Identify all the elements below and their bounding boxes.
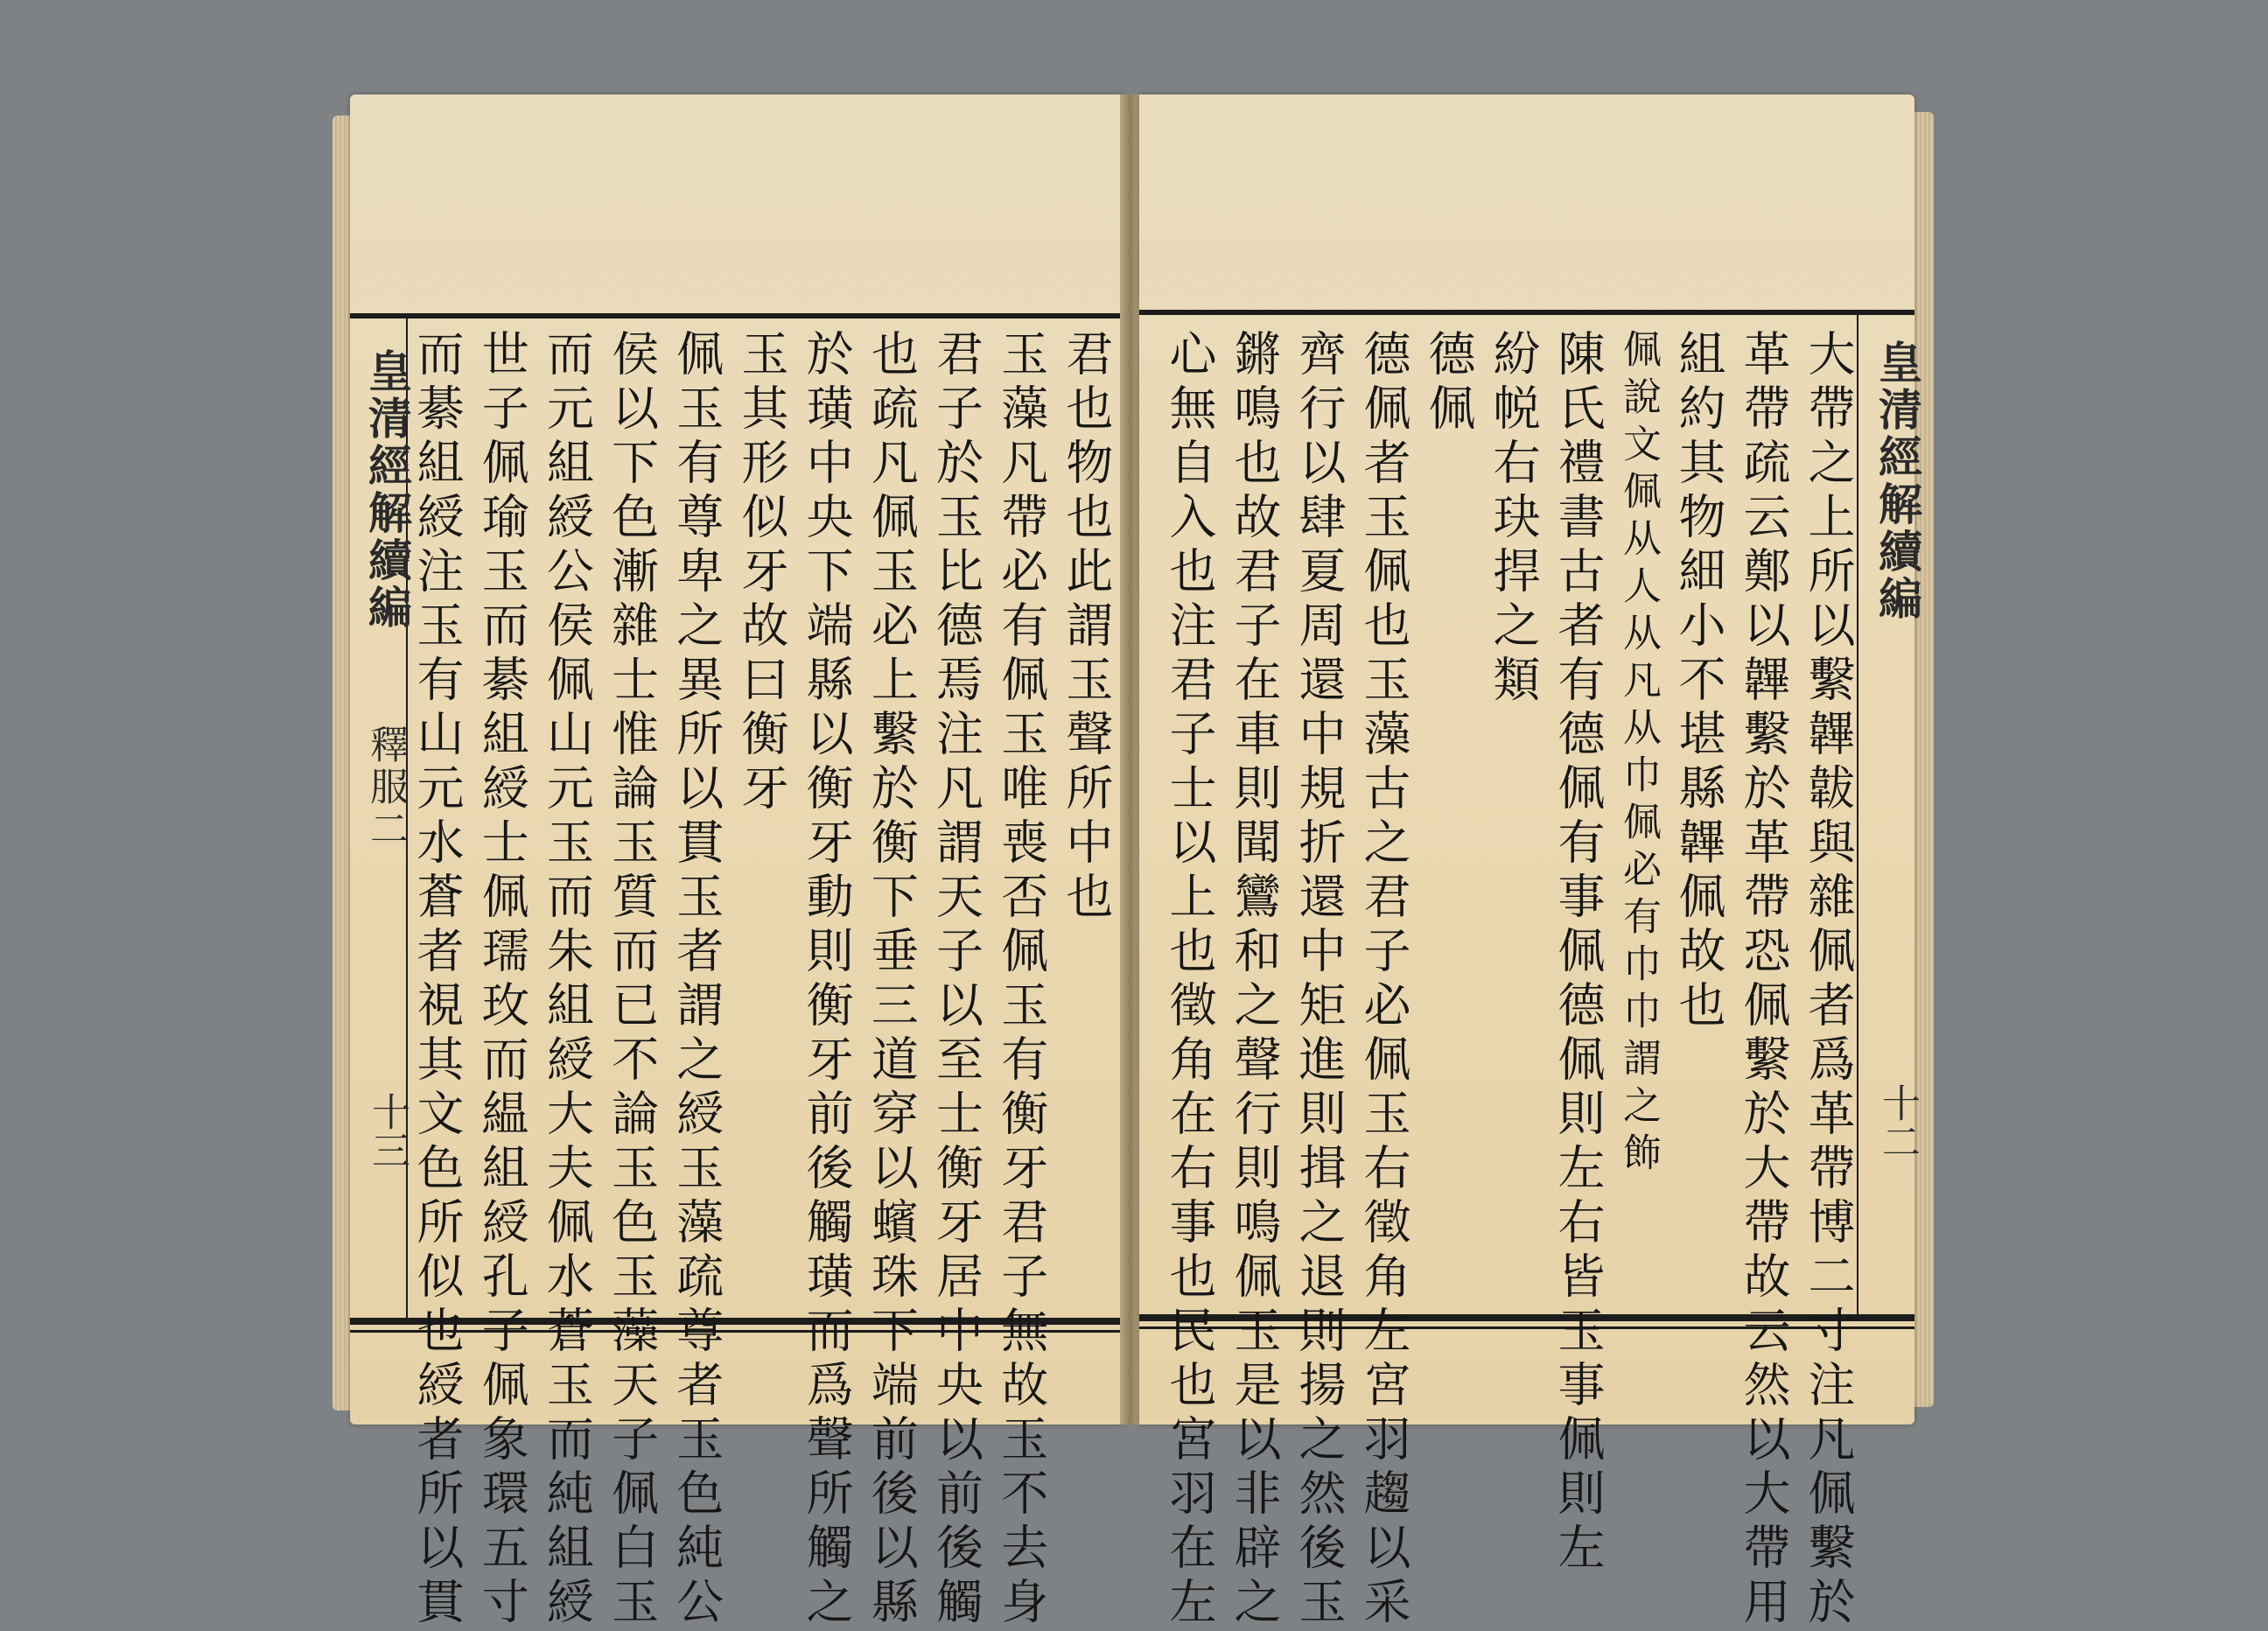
right-page-edges — [1913, 112, 1934, 1407]
text-column: 君也物也此謂玉聲所中也 — [1058, 329, 1114, 926]
text-column: 鏘鳴也故君子在車則聞鸞和之聲行則鳴佩玉是以非辟之 — [1227, 329, 1282, 1631]
text-column: 於璜中央下端縣以衡牙動則衡牙前後觸璜而爲聲所觸之 — [799, 329, 855, 1631]
text-column: 世子佩瑜玉而綦組綬士佩瓀玫而緼組綬孔子佩象環五寸 — [474, 329, 530, 1631]
right-page-number: 十二 — [1875, 1083, 1920, 1160]
text-column: 齊行以肆夏周還中規折還中矩進則揖之退則揚之然後玉 — [1292, 329, 1347, 1631]
text-column: 而綦組綬注玉有山元水蒼者視其文色所似也綬者所以貫 — [410, 329, 465, 1631]
text-column: 陳氏禮書古者有德佩有事佩德佩則左右皆玉事佩則左 — [1550, 329, 1606, 1577]
text-column: 君子於玉比德焉注凡謂天子以至士衡牙居中央以前後觸 — [928, 329, 984, 1631]
right-margin-title: 皇清經解續編 — [1872, 340, 1923, 623]
left-margin-section: 釋服二 — [363, 724, 408, 850]
right-margin-divider — [1857, 315, 1858, 1314]
text-column: 侯以下色漸雜士惟論玉質而已不論玉色玉藻天子佩白玉 — [604, 329, 660, 1631]
open-book — [332, 94, 1934, 1631]
text-column: 德佩者玉佩也玉藻古之君子必佩玉右徵角左宮羽趨以采 — [1356, 329, 1411, 1631]
left-page-number: 十三 — [365, 1092, 410, 1169]
text-column: 心無自入也注君子士以上也徵角在右事也民也宮羽在左 — [1162, 329, 1217, 1631]
text-column-note: 佩說文佩从人从凡从巾佩必有巾巾謂之飾 — [1616, 329, 1661, 1180]
left-page — [350, 94, 1122, 1631]
text-column: 組約其物細小不堪縣韠佩故也 — [1671, 329, 1726, 1034]
text-column: 紛帨右玦捍之類 — [1486, 329, 1541, 709]
left-text-columns — [410, 329, 1114, 1631]
text-column: 玉藻凡帶必有佩玉唯喪否佩玉有衡牙君子無故玉不去身 — [993, 329, 1049, 1631]
text-column: 也疏凡佩玉必上繫於衡下垂三道穿以蠙珠下端前後以縣 — [864, 329, 920, 1631]
right-text-columns — [1162, 329, 1856, 1631]
left-top-rule — [350, 313, 1122, 318]
text-column: 革帶疏云鄭以韠繫於革帶恐佩繫於大帶故云然以大帶用 — [1736, 329, 1791, 1631]
text-column: 佩玉有尊卑之異所以貫玉者謂之綬玉藻疏尊者玉色純公 — [668, 329, 724, 1631]
left-margin-title: 皇清經解續編 — [361, 348, 413, 632]
right-top-rule — [1139, 310, 1914, 315]
book-gutter — [1120, 94, 1141, 1424]
text-column: 玉其形似牙故曰衡牙 — [733, 329, 789, 817]
right-page — [1139, 94, 1923, 1631]
text-column: 大帶之上所以繫韠韍與雜佩者爲革帶博二寸注凡佩繫於 — [1801, 329, 1856, 1631]
section-heading: 德佩 — [1421, 329, 1476, 438]
text-column: 而元組綬公侯佩山元玉而朱組綬大夫佩水蒼玉而純組綬 — [539, 329, 595, 1631]
